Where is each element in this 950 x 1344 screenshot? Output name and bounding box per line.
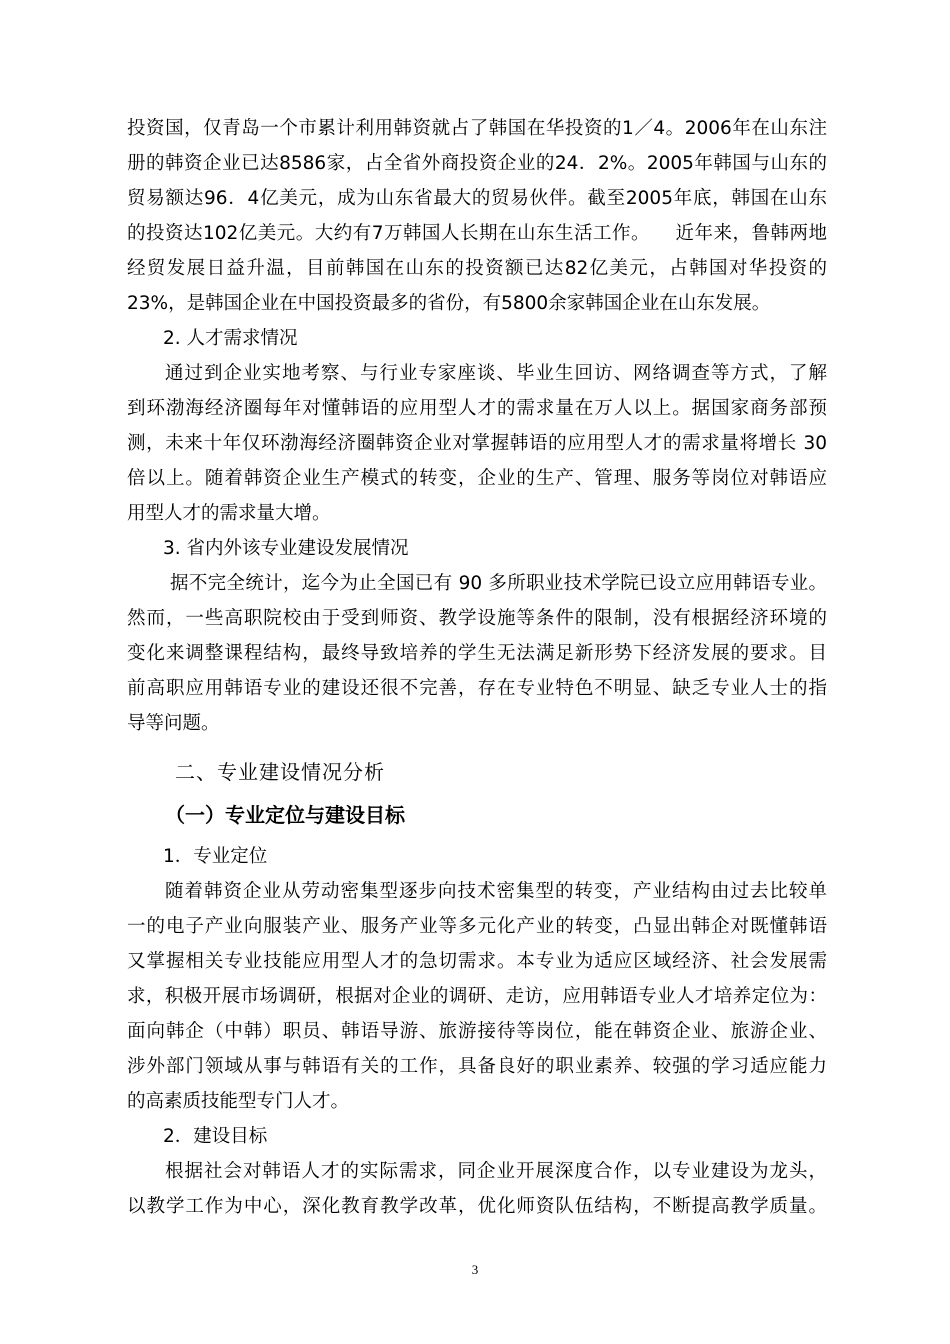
paragraph-line: 以教学工作为中心，深化教育教学改革，优化师资队伍结构，不断提高教学质量。 [127,1196,827,1217]
subsection-heading: （一）专业定位与建设目标 [165,803,405,827]
paragraph-line: 变化来调整课程结构，最终导致培养的学生无法满足新形势下经济发展的要求。目 [127,643,827,664]
paragraph-line: 册的韩资企业已达8586家，占全省外商投资企业的24．2%。2005年韩国与山东的 [127,153,827,174]
paragraph-line: 用型人才的需求量大增。 [127,503,331,524]
paragraph-line: 投资国，仅青岛一个市累计利用韩资就占了韩国在华投资的1／4。2006年在山东注 [127,118,827,139]
paragraph-line: 涉外部门领域从事与韩语有关的工作，具备良好的职业素养、较强的学习适应能力 [127,1056,827,1077]
item-heading: 2. 人才需求情况 [163,328,298,349]
paragraph-line: 一的电子产业向服装产业、服务产业等多元化产业的转变，凸显出韩企对既懂韩语 [127,916,827,937]
paragraph-line: 贸易额达96．4亿美元，成为山东省最大的贸易伙伴。截至2005年底，韩国在山东 [127,188,827,209]
paragraph-line: 面向韩企（中韩）职员、韩语导游、旅游接待等岗位，能在韩资企业、旅游企业、 [127,1021,827,1042]
paragraph-line: 导等问题。 [127,713,220,734]
paragraph-line: 测，未来十年仅环渤海经济圈韩资企业对掌握韩语的应用型人才的需求量将增长 30 [127,433,827,454]
page-number: 3 [471,1262,479,1277]
section-heading: 二、专业建设情况分析 [175,760,385,784]
paragraph-line: 根据社会对韩语人才的实际需求，同企业开展深度合作，以专业建设为龙头， [165,1161,827,1182]
paragraph-line: 据不完全统计，迄今为止全国已有 90 多所职业技术学院已设立应用韩语专业。 [170,573,827,594]
paragraph-line: 倍以上。随着韩资企业生产模式的转变，企业的生产、管理、服务等岗位对韩语应 [127,468,827,489]
item-heading: 2．建设目标 [163,1126,268,1147]
paragraph-line: 通过到企业实地考察、与行业专家座谈、毕业生回访、网络调查等方式，了解 [165,363,827,384]
paragraph-line: 然而，一些高职院校由于受到师资、教学设施等条件的限制，没有根据经济环境的 [127,608,827,629]
paragraph-line: 前高职应用韩语专业的建设还很不完善，存在专业特色不明显、缺乏专业人士的指 [127,678,827,699]
paragraph-line: 23%，是韩国企业在中国投资最多的省份，有5800余家韩国企业在山东发展。 [127,293,771,314]
paragraph-line: 的高素质技能型专门人才。 [127,1091,350,1112]
item-heading: 1．专业定位 [163,846,268,867]
paragraph-line: 的投资达102亿美元。大约有7万韩国人长期在山东生活工作。 近年来，鲁韩两地 [127,223,827,244]
paragraph-line: 随着韩资企业从劳动密集型逐步向技术密集型的转变，产业结构由过去比较单 [165,881,827,902]
paragraph-line: 又掌握相关专业技能应用型人才的急切需求。本专业为适应区域经济、社会发展需 [127,951,827,972]
paragraph-line: 经贸发展日益升温，目前韩国在山东的投资额已达82亿美元，占韩国对华投资的 [127,258,827,279]
paragraph-line: 到环渤海经济圈每年对懂韩语的应用型人才的需求量在万人以上。据国家商务部预 [127,398,827,419]
item-heading: 3. 省内外该专业建设发展情况 [163,538,409,559]
paragraph-line: 求，积极开展市场调研，根据对企业的调研、走访，应用韩语专业人才培养定位为： [127,986,827,1007]
